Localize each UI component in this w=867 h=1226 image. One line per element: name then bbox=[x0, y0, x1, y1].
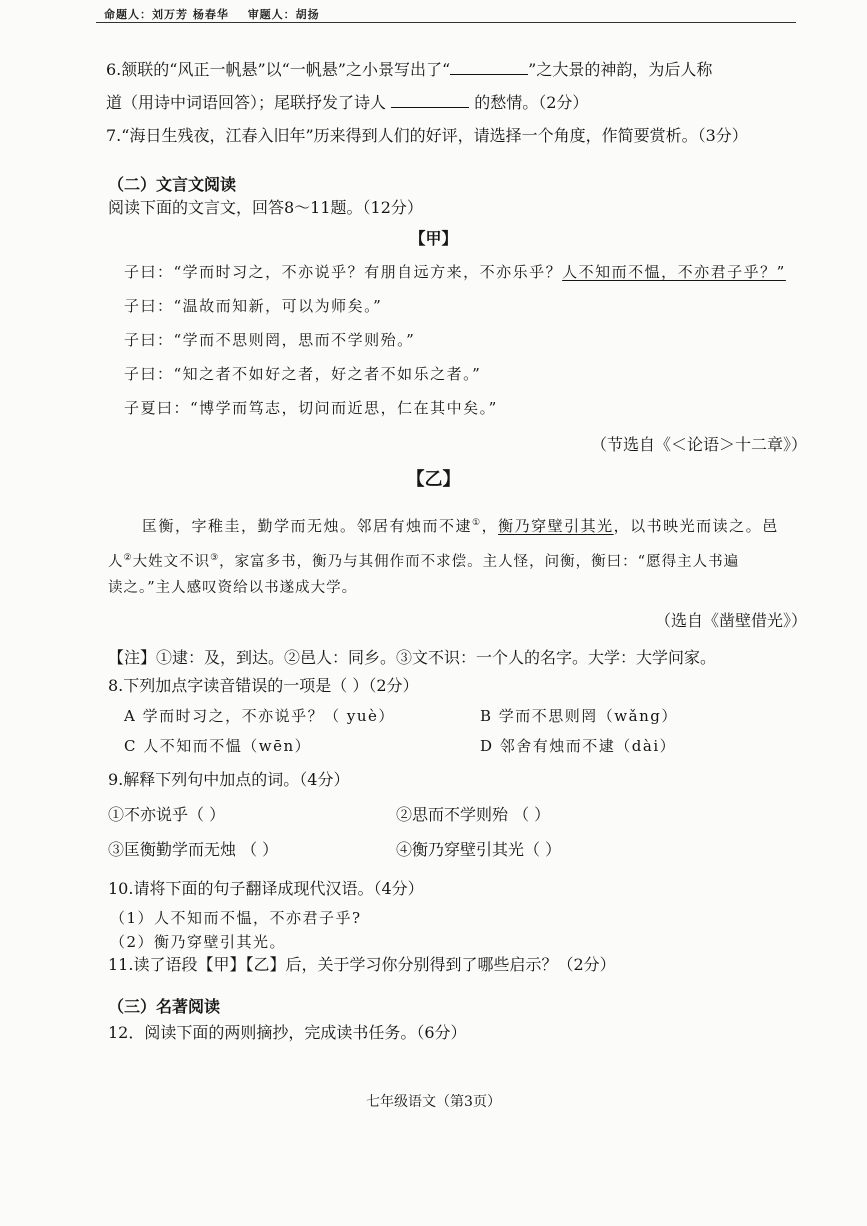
q6-text-c: 道（用诗中词语回答）；尾联抒发了诗人 bbox=[106, 93, 387, 112]
q6-blank-1[interactable] bbox=[450, 60, 528, 75]
yi-line-1: 匡衡，字稚圭，勤学而无烛。邻居有烛而不逮①，衡乃穿壁引其光，以书映光而读之。邑 bbox=[142, 517, 779, 535]
passage-jia-label: 【甲】 bbox=[409, 229, 458, 248]
yi-line-2 bbox=[108, 548, 739, 572]
section-2-intro: 阅读下面的文言文，回答8～11题。（12分） bbox=[108, 198, 423, 217]
page-footer: 七年级语文（第3页） bbox=[366, 1094, 501, 1110]
question-8-stem: 8.下列加点字读音错误的一项是（ ）（2分） bbox=[108, 676, 419, 695]
yi-line-2-c: ，家富多书，衡乃与其佣作而不求偿。主人怪，问衡，衡曰：“愿得主人书遍 bbox=[219, 553, 740, 570]
q10-sentence-2: （2）衡乃穿壁引其光。 bbox=[110, 933, 287, 951]
yi-line-2-a: 人 bbox=[108, 553, 124, 570]
q6-text-b: ”之大景的神韵，为后人称 bbox=[528, 60, 713, 79]
jia-source: （节选自《＜论语＞十二章》） bbox=[590, 435, 807, 454]
footnote-marker-1: ① bbox=[472, 518, 482, 528]
q9-item-3[interactable]: ③匡衡勤学而无烛 （ ） bbox=[108, 840, 279, 859]
section-2-title: （二）文言文阅读 bbox=[108, 175, 237, 194]
passage-yi-label: 【乙】 bbox=[406, 469, 461, 490]
q8-option-b[interactable]: B 学而不思则罔（wǎng） bbox=[480, 707, 678, 725]
question-12: 12．阅读下面的两则摘抄，完成读书任务。（6分） bbox=[108, 1023, 467, 1042]
yi-line-1-tail: ，以书映光而读之。邑 bbox=[613, 517, 779, 535]
yi-line-1-text: 匡衡，字稚圭，勤学而无烛。邻居有烛而不逮 bbox=[142, 517, 473, 535]
jia-line-5: 子夏曰：“博学而笃志，切问而近思，仁在其中矣。” bbox=[124, 399, 498, 417]
question-9-stem: 9.解释下列句中加点的词。（4分） bbox=[108, 770, 350, 789]
setter-label: 命题人：刘万芳 杨春华 bbox=[104, 8, 229, 21]
jia-line-3: 子曰：“学而不思则罔，思而不学则殆。” bbox=[124, 331, 416, 349]
page-header bbox=[104, 6, 334, 22]
jia-line-4: 子曰：“知之者不如好之者，好之者不如乐之者。” bbox=[124, 365, 482, 383]
yi-line-1-underlined: 衡乃穿壁引其光 bbox=[498, 517, 614, 535]
q6-text-d: 的愁情。（2分） bbox=[474, 93, 589, 112]
q9-item-1[interactable]: ①不亦说乎（ ） bbox=[108, 805, 226, 824]
reviewer-label: 审题人：胡扬 bbox=[247, 8, 320, 21]
q8-option-c[interactable]: C 人不知而不愠（wēn） bbox=[124, 737, 312, 755]
yi-line-3: 读之。”主人感叹资给以书遂成大学。 bbox=[108, 580, 358, 596]
section-3-title: （三）名著阅读 bbox=[108, 997, 221, 1016]
question-6-line-1 bbox=[106, 60, 712, 80]
q6-blank-2[interactable] bbox=[391, 93, 469, 108]
q8-option-a[interactable]: A 学而时习之，不亦说乎？（ yuè） bbox=[124, 707, 395, 725]
footnote-marker-3: ③ bbox=[210, 553, 220, 563]
notes: 【注】①逮：及，到达。②邑人：同乡。③文不识：一个人的名字。大学：大学问家。 bbox=[108, 648, 717, 667]
jia-line-1-text: 子曰：“学而时习之，不亦说乎？有朋自远方来，不亦乐乎？ bbox=[124, 263, 563, 281]
q8-option-d[interactable]: D 邻舍有烛而不逮（dài） bbox=[480, 737, 677, 755]
jia-line-2: 子曰：“温故而知新，可以为师矣。” bbox=[124, 297, 383, 315]
header-rule bbox=[96, 22, 796, 23]
jia-line-1-underlined: 人不知而不愠，不亦君子乎？” bbox=[562, 263, 786, 281]
q9-item-4[interactable]: ④衡乃穿壁引其光（ ） bbox=[396, 840, 562, 859]
question-6-line-2 bbox=[106, 93, 588, 113]
footnote-marker-2: ② bbox=[123, 553, 133, 563]
q9-item-2[interactable]: ②思而不学则殆 （ ） bbox=[396, 805, 551, 824]
yi-line-2-b: 大姓文不识 bbox=[132, 553, 211, 570]
q6-text-a: 6.颔联的“风正一帆悬”以“一帆悬”之小景写出了“ bbox=[106, 60, 451, 79]
question-10-stem: 10.请将下面的句子翻译成现代汉语。（4分） bbox=[108, 879, 424, 898]
question-7: 7.“海日生残夜，江春入旧年”历来得到人们的好评，请选择一个角度，作简要赏析。（3分） bbox=[106, 126, 748, 145]
yi-source: （选自《凿壁借光》） bbox=[654, 611, 807, 630]
question-11: 11.读了语段【甲】【乙】后，关于学习你分别得到了哪些启示？（2分） bbox=[108, 955, 616, 974]
jia-line-1 bbox=[124, 262, 786, 282]
q10-sentence-1: （1）人不知而不愠，不亦君子乎? bbox=[110, 909, 362, 927]
